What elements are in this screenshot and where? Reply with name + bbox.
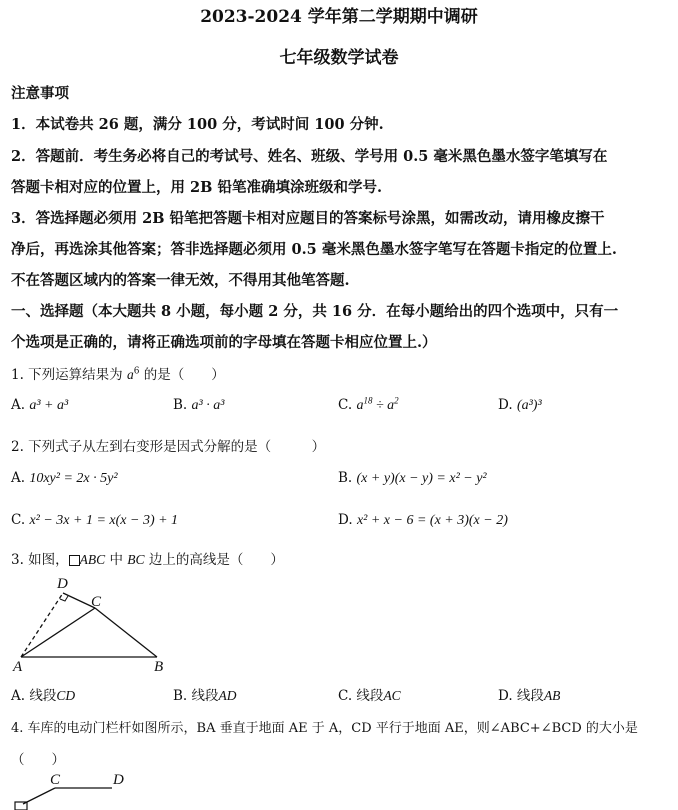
question-3-option-b: B. 线段AD (173, 688, 237, 704)
label-d: D (113, 772, 124, 788)
question-4-paren: （ ） (11, 752, 65, 768)
question-2-stem: 2. 下列式子从左到右变形是因式分解的是（ ） (11, 439, 326, 455)
segment-ac (21, 608, 95, 657)
notice-item-2-line-1: 2．答题前．考生务必将自己的考试号、姓名、班级、学号用 0.5 毫米黑色墨水签字笔填写在 (11, 148, 608, 165)
notice-item-2-line-2: 答题卡相对应的位置上，用 2B 铅笔准确填涂班级和学号. (11, 179, 382, 196)
label-a: A (13, 659, 23, 675)
question-2-option-a: A. 10xy² = 2x · 5y² (11, 470, 118, 486)
question-1-option-b: B. a³ · a³ (173, 397, 225, 413)
question-4-stem: 4. 车库的电动门栏杆如图所示，BA 垂直于地面 AE 于 A，CD 平行于地面 AE，则∠ABC+∠BCD 的大小是 (11, 721, 638, 736)
question-2-option-d: D. x² + x − 6 = (x + 3)(x − 2) (338, 512, 508, 528)
question-3-option-c: C. 线段AC (338, 688, 401, 704)
notice-heading: 注意事项 (11, 85, 69, 102)
segment-ad-dashed (21, 593, 63, 657)
question-1-option-c: C. $a^{18} \div a^2$ (338, 395, 399, 413)
label-d: D (57, 576, 68, 592)
label-c: C (50, 772, 61, 788)
question-2-option-c: C. x² − 3x + 1 = x(x − 3) + 1 (11, 512, 179, 528)
section-heading-line-2: 个选项是正确的，请将正确选项前的字母填在答题卡相应位置上.） (11, 334, 437, 351)
segment-bc (23, 788, 55, 804)
segment-bc (95, 608, 157, 657)
notice-item-1: 1．本试卷共 26 题，满分 100 分，考试时间 100 分钟. (11, 116, 384, 133)
notice-item-3-line-2: 净后，再选涂其他答案；答非选择题必须用 0.5 毫米黑色墨水签字笔写在答题卡指定的位置上. (11, 241, 617, 258)
triangle-figure (0, 572, 200, 677)
gate-figure (0, 770, 160, 810)
question-1-stem: 1. 下列运算结果为 $a^6$ 的是（ ） (11, 366, 225, 383)
notice-item-3-line-1: 3．答选择题必须用 2B 铅笔把答题卡相对应题目的答案标号涂黑，如需改动，请用橡皮擦干 (11, 210, 605, 227)
exam-title: 2023-2024 学年第二学期期中调研 (200, 7, 478, 27)
exam-subtitle: 七年级数学试卷 (279, 48, 399, 68)
notice-item-3-line-3: 不在答题区域内的答案一律无效，不得用其他笔答题. (11, 272, 350, 289)
label-c: C (91, 594, 102, 610)
question-3-option-d: D. 线段AB (498, 688, 561, 704)
question-1-option-a: A. a³ + a³ (11, 397, 69, 413)
question-3-stem: 3. 如图， ABC 中 BC 边上的高线是（ ） (11, 552, 284, 568)
triangle-symbol (69, 555, 80, 566)
section-heading-line-1: 一、选择题（本大题共 8 小题，每小题 2 分，共 16 分．在每小题给出的四个选项中，只有一 (11, 303, 619, 320)
question-2-option-b: B. (x + y)(x − y) = x² − y² (338, 470, 487, 486)
label-b: B (154, 659, 164, 675)
question-1-option-d: D. (a³)³ (498, 397, 542, 413)
question-3-option-a: A. 线段CD (11, 688, 76, 704)
